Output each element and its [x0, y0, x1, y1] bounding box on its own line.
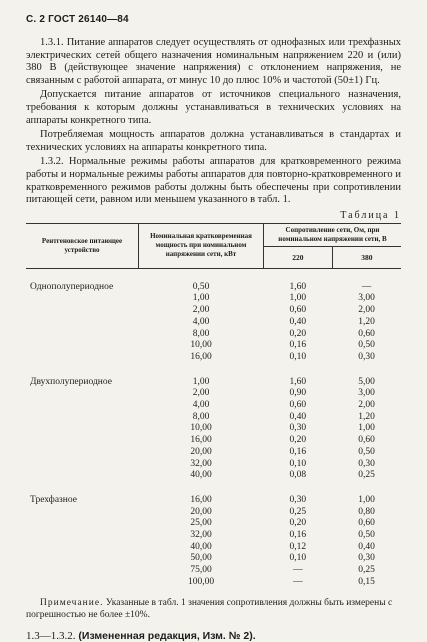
r220-values: 1,60 0,90 0,60 0,40 0,30 0,20 0,16 0,10 0,08 — [289, 376, 307, 481]
r220-values: 1,60 1,00 0,60 0,40 0,20 0,16 0,10 — [289, 281, 307, 362]
r380-values: 5,00 3,00 2,00 1,20 1,00 0,60 0,50 0,30 0,25 — [358, 376, 375, 481]
device-name: Двухполупериодное — [30, 376, 112, 387]
paragraph-special-sources: Допускается питание аппаратов от источников специального назначения, требования к которым должны устанавливаться в технических условиях на аппараты конкретного типа. — [26, 89, 401, 126]
device-name: Однополупериодное — [30, 281, 114, 292]
note-label: Примечание. — [40, 597, 104, 608]
power-values: 1,00 2,00 4,00 8,00 10,00 16,00 20,00 32,00 40,00 — [190, 376, 212, 481]
table-row — [26, 377, 401, 482]
paragraph-1-3-1: 1.3.1. Питание аппаратов следует осуществлять от однофазных или трехфазных электрических сетей общего назначения номинальным напряжением 220 и (или) 380 В (действующее значение напряжения) с отклонением напряжения, не связанным с работой аппарата, от минус 10 до плюс 10% и частотой (50±1) Гц. — [26, 37, 401, 86]
r380-values: 1,00 0,80 0,60 0,50 0,40 0,30 0,25 0,15 — [358, 494, 375, 587]
header-resistance: Сопротивление сети, Ом, при номинальном напряжении сети, В — [264, 223, 402, 246]
r380-values: — 3,00 2,00 1,20 0,60 0,50 0,30 — [358, 281, 375, 362]
power-values: 16,00 20,00 25,00 32,00 40,00 50,00 75,00 100,00 — [187, 494, 215, 587]
paragraph-power: Потребляемая мощность аппаратов должна устанавливаться в стандартах и технических условиях на аппараты конкретного типа. — [26, 129, 401, 153]
note-text: Указанные в табл. 1 значения сопротивления должны быть измерены с погрешностью не более ±10%. — [26, 597, 393, 620]
table-row — [26, 495, 401, 589]
power-values: 0,50 1,00 2,00 4,00 8,00 10,00 16,00 — [190, 281, 212, 362]
device-name: Трехфазное — [30, 494, 77, 505]
amendment-ref: 1.3—1.3.2. — [26, 630, 76, 642]
table-row — [26, 282, 401, 364]
header-380: 380 — [332, 246, 401, 268]
header-220: 220 — [264, 246, 333, 268]
r220-values: 0,30 0,25 0,20 0,16 0,12 0,10 — — — [289, 494, 307, 587]
header-device: Рентгеновское питающее устройство — [26, 223, 139, 268]
table-note — [26, 597, 401, 621]
page-header: С. 2 ГОСТ 26140—84 — [26, 14, 129, 25]
resistance-table — [26, 223, 401, 589]
paragraph-1-3-2: 1.3.2. Нормальные режимы работы аппаратов для кратковременного режима работы и нормальные режимы работы аппаратов для повторно-кратковременного и кратковременного режимов работы должны быть обеспечены при сопротивлении питающей сети, равном или меньшем указанного в табл. 1. — [26, 156, 401, 206]
header-power: Номинальная кратковременная мощность при номинальном напряжении сети, кВт — [139, 223, 264, 268]
amendment-line — [26, 630, 401, 642]
amendment-note: (Измененная редакция, Изм. № 2). — [75, 630, 256, 642]
table-caption: Таблица 1 — [340, 209, 401, 221]
